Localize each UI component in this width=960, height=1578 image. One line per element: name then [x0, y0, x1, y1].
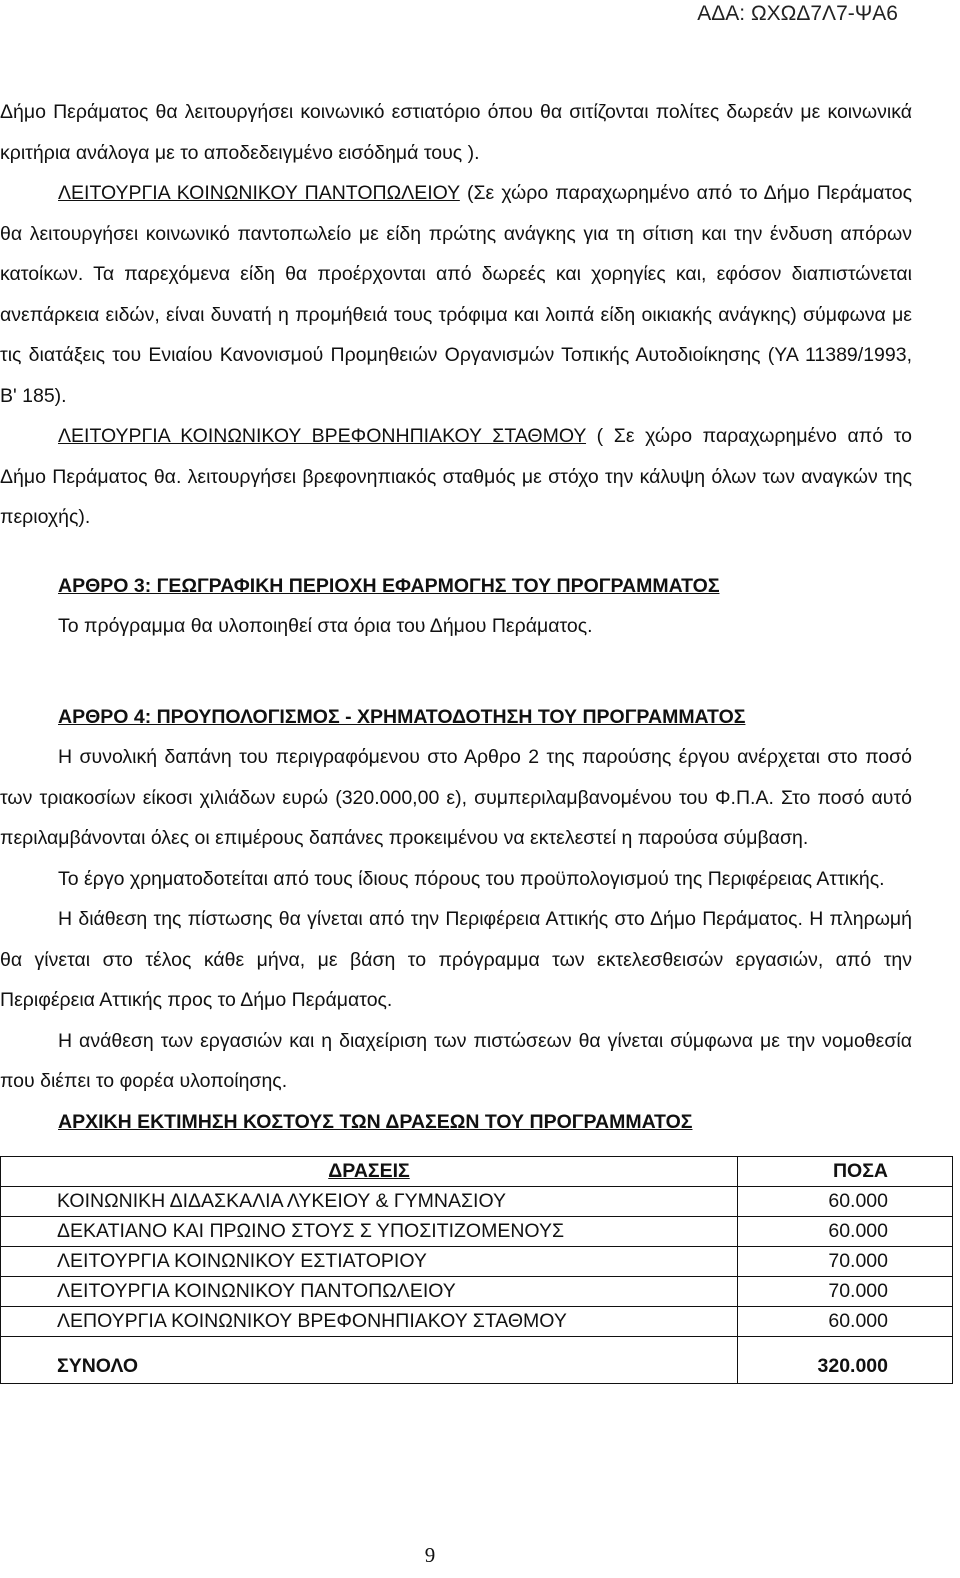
- action-cell: ΔΕΚΑΤΙΑΝΟ ΚΑΙ ΠΡΩΙΝΟ ΣΤΟΥΣ Σ ΥΠΟΣΙΤΙΖΟΜΕΝΟΥΣ: [1, 1217, 738, 1247]
- total-label: ΣΥΝΟΛΟ: [1, 1337, 738, 1384]
- action-cell: ΛΕΙΤΟΥΡΓΙΑ ΚΟΙΝΩΝΙΚΟΥ ΕΣΤΙΑΤΟΡΙΟΥ: [1, 1247, 738, 1277]
- column-header-actions: ΔΡΑΣΕΙΣ: [1, 1157, 738, 1187]
- text-vrefonipiakos: ( Σε χώρο παραχωρημένο από το Δήμο Περάματος θα. λειτουργήσει βρεφονηπιακός σταθμός με στόχο την κάλυψη όλων των αναγκών της περιοχής).: [0, 425, 912, 528]
- cost-table: [0, 1156, 953, 1384]
- heading-vrefonipiakos: ΛΕΙΤΟΥΡΓΙΑ ΚΟΙΝΩΝΙΚΟΥ ΒΡΕΦΟΝΗΠΙΑΚΟΥ ΣΤΑΘΜΟΥ: [58, 425, 587, 447]
- article3-title: ΑΡΘΡΟ 3: ΓΕΩΓΡΑΦΙΚΗ ΠΕΡΙΟΧΗ ΕΦΑΡΜΟΓΗΣ ΤΟΥ ΠΡΟΓΡΑΜΜΑΤΟΣ: [58, 574, 720, 597]
- article4-paragraph-3: Η διάθεση της πίστωσης θα γίνεται από την Περιφέρεια Αττικής στο Δήμο Περάματος. Η πληρωμή θα γίνεται στο τέλος κάθε μήνα, με βάση το πρόγραμμα των εκτελεσθεισών εργασιών, από την Περιφέρεια Αττικής προς το Δήμο Περάματος.: [0, 908, 912, 1011]
- column-header-amounts: ΠΟΣΑ: [738, 1157, 953, 1187]
- article4-title: ΑΡΘΡΟ 4: ΠΡΟΥΠΟΛΟΓΙΣΜΟΣ - ΧΡΗΜΑΤΟΔΟΤΗΣΗ ΤΟΥ ΠΡΟΓΡΑΜΜΑΤΟΣ: [58, 705, 746, 728]
- page-number: 9: [424, 1543, 436, 1567]
- text-pantopoleio: (Σε χώρο παραχωρημένο από το Δήμο Περάματος θα λειτουργήσει κοινωνικό παντοπωλείο με είδη πρώτης ανάγκης για τη σίτιση και την ένδυση απόρων κατοίκων. Τα παρεχόμενα είδη θα προέρχονται από δωρεές και χορηγίες και, εφόσον διαπιστώνεται ανεπάρκεια ειδών, είναι δυνατή η προμήθειά τους τρόφιμα και λοιπά είδη οικιακής ανάγκης) σύμφωνα με τις διατάξεις του Ενιαίου Κανονισμού Προμηθειών Οργανισμών Τοπικής Αυτοδιοίκησης (ΥΑ 11389/1993, Β' 185).: [0, 182, 913, 407]
- action-cell: ΚΟΙΝΩΝΙΚΗ ΔΙΔΑΣΚΑΛΙΑ ΛΥΚΕΙΟΥ & ΓΥΜΝΑΣΙΟΥ: [1, 1187, 738, 1217]
- table-row: [1, 1247, 953, 1277]
- table-row: [1, 1277, 953, 1307]
- amount-cell: 70.000: [738, 1247, 953, 1277]
- cost-title: ΑΡΧΙΚΗ ΕΚΤΙΜΗΣΗ ΚΟΣΤΟΥΣ ΤΩΝ ΔΡΑΣΕΩΝ ΤΟΥ ΠΡΟΓΡΑΜΜΑΤΟΣ: [58, 1110, 693, 1133]
- action-cell: ΛΕΠΟΥΡΓΙΑ ΚΟΙΝΩΝΙΚΟΥ ΒΡΕΦΟΝΗΠΙΑΚΟΥ ΣΤΑΘΜΟΥ: [1, 1307, 738, 1337]
- heading-pantopoleio: ΛΕΙΤΟΥΡΓΙΑ ΚΟΙΝΩΝΙΚΟΥ ΠΑΝΤΟΠΩΛΕΙΟΥ: [58, 182, 460, 204]
- paragraph-pantopoleio: [0, 173, 912, 416]
- table-row: [1, 1187, 953, 1217]
- article3-text: Το πρόγραμμα θα υλοποιηθεί στα όρια του Δήμου Περάματος.: [58, 615, 593, 637]
- table-row: [1, 1217, 953, 1247]
- amount-cell: 60.000: [738, 1217, 953, 1247]
- amount-cell: 60.000: [738, 1307, 953, 1337]
- table-header-row: [1, 1157, 953, 1187]
- article4-paragraph-2: Το έργο χρηματοδοτείται από τους ίδιους πόρους του προϋπολογισμού της Περιφέρειας Αττικής.: [58, 867, 885, 890]
- total-amount: 320.000: [738, 1337, 953, 1384]
- table-row: [1, 1307, 953, 1337]
- paragraph-vrefonipiakos: [0, 416, 912, 538]
- table-total-row: [1, 1337, 953, 1384]
- amount-cell: 60.000: [738, 1187, 953, 1217]
- document-body: [0, 92, 912, 1384]
- amount-cell: 70.000: [738, 1277, 953, 1307]
- article4-paragraph-1: Η συνολική δαπάνη του περιγραφόμενου στο Αρθρο 2 της παρούσης έργου ανέρχεται στο ποσό των τριακοσίων είκοσι χιλιάδων ευρώ (320.000,00 ε), συμπεριλαμβανομένου του Φ.Π.Α. Στο ποσό αυτό περιλαμβάνονται όλες οι επιμέρους δαπάνες προκειμένου να εκτελεστεί η παρούσα σύμβαση.: [0, 746, 912, 849]
- action-cell: ΛΕΙΤΟΥΡΓΙΑ ΚΟΙΝΩΝΙΚΟΥ ΠΑΝΤΟΠΩΛΕΙΟΥ: [1, 1277, 738, 1307]
- paragraph-continuation: Δήμο Περάματος θα λειτουργήσει κοινωνικό εστιατόριο όπου θα σιτίζονται πολίτες δωρεάν με κοινωνικά κριτήρια ανάλογα με το αποδεδειγμένο εισόδημά τους ).: [0, 101, 912, 164]
- ada-code: ΑΔΑ: ΩΧΩΔ7Λ7-ΨΑ6: [697, 2, 898, 25]
- article4-paragraph-4: Η ανάθεση των εργασιών και η διαχείριση των πιστώσεων θα γίνεται σύμφωνα με την νομοθεσία που διέπει το φορέα υλοποίησης.: [0, 1029, 912, 1092]
